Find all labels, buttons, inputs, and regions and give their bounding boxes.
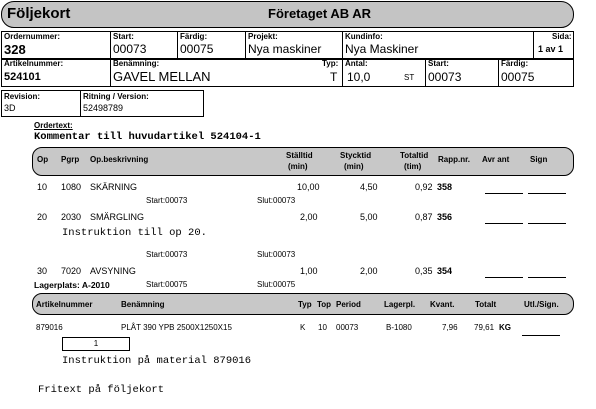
free-text: Fritext på följekort <box>38 384 165 396</box>
order-number-value: 328 <box>4 42 26 57</box>
op-description: SKÄRNING <box>90 182 138 192</box>
op-total-time: 0,92 <box>415 182 433 192</box>
col-unit-time: Stycktid <box>340 151 372 160</box>
col-report-number: Rapp.nr. <box>438 155 471 164</box>
ordertext-comment: Kommentar till huvudartikel 524104-1 <box>34 131 261 143</box>
op-pgrp: 2030 <box>61 212 82 222</box>
start-value-2: 00073 <box>428 70 462 84</box>
customer-info-label: Kundinfo: <box>345 32 383 41</box>
material-total-unit: KG <box>499 323 511 332</box>
op-setup-time: 10,00 <box>297 182 320 192</box>
project-value: Nya maskiner <box>248 42 322 56</box>
col-total-time-unit: (tim) <box>404 162 422 171</box>
quantity-unit: ST <box>404 73 415 82</box>
col-period: Period <box>336 300 361 309</box>
col-op-description: Op.beskrivning <box>90 155 149 164</box>
sign-line <box>528 193 566 194</box>
finish-label: Färdig: <box>180 32 208 41</box>
page-label: Sida: <box>552 32 572 41</box>
company-name: Företaget AB AR <box>268 6 372 21</box>
storage-location: Lagerplats: A-2010 <box>34 280 110 290</box>
revision-label: Revision: <box>4 92 41 101</box>
col-issued-sign: Utl./Sign. <box>524 300 559 309</box>
col-storage: Lagerpl. <box>384 300 416 309</box>
finish-value-2: 00075 <box>501 70 535 84</box>
material-type: K <box>300 323 306 332</box>
col-type: Typ <box>298 300 312 309</box>
op-report-number: 356 <box>437 212 453 222</box>
col-op: Op <box>37 155 49 164</box>
op-setup-time: 1,00 <box>300 266 318 276</box>
deviation-line <box>485 193 523 194</box>
description-value: GAVEL MELLAN <box>113 69 211 84</box>
col-unit-time-unit: (min) <box>344 162 364 171</box>
op-end: Slut:00073 <box>257 250 296 259</box>
material-article: 879016 <box>36 323 63 332</box>
start-label-2: Start: <box>428 59 449 68</box>
issued-sign-line <box>522 335 560 336</box>
col-setup-time: Ställtid <box>286 151 313 160</box>
finish-value: 00075 <box>180 42 214 56</box>
col-quantity: Kvant. <box>430 300 455 309</box>
sign-line <box>528 223 566 224</box>
type-value: T <box>330 70 338 84</box>
page-value: 1 av 1 <box>538 44 564 54</box>
col-deviation: Avr ant <box>482 155 510 164</box>
customer-info-value: Nya Maskiner <box>345 42 419 56</box>
col-pgrp: Pgrp <box>61 155 80 164</box>
revision-value: 3D <box>4 103 16 113</box>
op-end: Slut:00073 <box>257 196 296 205</box>
col-total-time: Totaltid <box>400 151 429 160</box>
op-description: SMÄRGLING <box>90 212 145 222</box>
quantity-label: Antal: <box>345 59 368 68</box>
start-value: 00073 <box>113 42 147 56</box>
drawing-version-value: 52498789 <box>83 103 124 113</box>
op-total-time: 0,35 <box>415 266 433 276</box>
op-setup-time: 2,00 <box>300 212 318 222</box>
type-label: Typ: <box>322 59 339 68</box>
material-storage: B-1080 <box>386 323 412 332</box>
quantity-value: 10,0 <box>347 70 371 84</box>
drawing-version-label: Ritning / Version: <box>83 92 149 101</box>
op-unit-time: 5,00 <box>360 212 378 222</box>
material-quantity: 7,96 <box>442 323 458 332</box>
col-sign: Sign <box>530 155 548 164</box>
op-report-number: 354 <box>437 266 453 276</box>
article-number-label: Artikelnummer: <box>4 59 64 68</box>
op-end: Slut:00075 <box>257 280 296 289</box>
op-unit-time: 4,50 <box>360 182 378 192</box>
op-description: AVSYNING <box>90 266 136 276</box>
op-pgrp: 7020 <box>61 266 82 276</box>
deviation-line <box>485 223 523 224</box>
op-number: 10 <box>37 182 48 192</box>
col-total: Totalt <box>475 300 497 309</box>
material-number-box: 1 <box>62 337 130 351</box>
material-instruction: Instruktion på material 879016 <box>62 355 252 367</box>
op-unit-time: 2,00 <box>360 266 378 276</box>
op-number: 30 <box>37 266 48 276</box>
op-total-time: 0,87 <box>415 212 433 222</box>
material-period: 00073 <box>336 323 359 332</box>
document-title: Följekort <box>7 5 71 22</box>
op-instruction: Instruktion till op 20. <box>62 227 207 239</box>
col-article-number: Artikelnummer <box>36 300 93 309</box>
description-label: Benämning: <box>113 59 160 68</box>
order-number-label: Ordernummer: <box>4 32 61 41</box>
col-setup-time-unit: (min) <box>288 162 308 171</box>
op-start: Start:00075 <box>146 280 188 289</box>
op-number: 20 <box>37 212 48 222</box>
project-label: Projekt: <box>248 32 278 41</box>
start-label: Start: <box>113 32 134 41</box>
op-start: Start:00073 <box>146 250 188 259</box>
op-pgrp: 1080 <box>61 182 82 192</box>
material-description: PLÅT 390 YPB 2500X1250X15 <box>121 323 232 332</box>
op-report-number: 358 <box>437 182 453 192</box>
finish-label-2: Färdig: <box>501 59 529 68</box>
deviation-line <box>485 277 523 278</box>
op-start: Start:00073 <box>146 196 188 205</box>
material-total: 79,61 <box>474 323 495 332</box>
ordertext-label: Ordertext: <box>34 121 73 130</box>
col-top: Top <box>317 300 332 309</box>
material-top: 10 <box>318 323 327 332</box>
article-info-box <box>1 58 574 87</box>
article-number-value: 524101 <box>4 71 41 83</box>
sign-line <box>528 277 566 278</box>
col-description: Benämning <box>121 300 165 309</box>
